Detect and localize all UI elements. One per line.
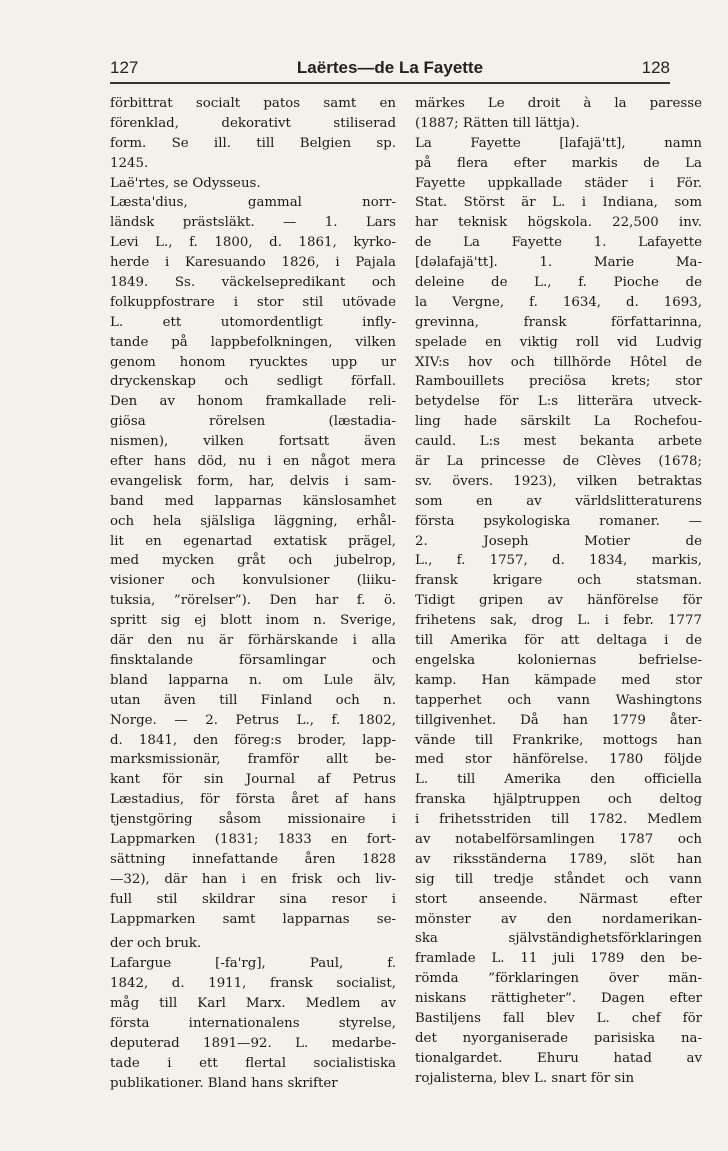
text-line: förbittrat socialt patos samt en	[110, 96, 396, 111]
text-line: Laë'rtes, se Odysseus.	[110, 175, 261, 191]
text-line: Den av honom framkallade reli-	[110, 394, 396, 410]
text-line: ska självständighetsförklaringen	[415, 931, 702, 947]
text-line: tuksia, ”rörelser”). Den har f. ö.	[110, 593, 396, 609]
text-line: band med lapparnas känslosamhet	[110, 493, 396, 509]
text-line: tade i ett flertal socialistiska	[110, 1055, 396, 1071]
text-line: det nyorganiserade parisiska na-	[415, 1030, 702, 1046]
text-line: tapperhet och vann Washingtons	[415, 692, 702, 708]
text-line: med stor hänförelse. 1780 följde	[415, 752, 702, 768]
text-line: kamp. Han kämpade med stor	[415, 672, 702, 688]
text-line: i frihetsstriden till 1782. Medlem	[415, 812, 702, 828]
text-line: på flera efter markis de La	[415, 155, 702, 171]
page-number-right: 128	[641, 58, 670, 77]
text-line: tionalgardet. Ehuru hatad av	[415, 1050, 702, 1066]
text-line: Tidigt gripen av hänförelse för	[415, 593, 702, 609]
text-line: spritt sig ej blott inom n. Sverige,	[110, 613, 396, 629]
text-line: som en av världslitteraturens	[415, 493, 702, 509]
text-line: förenklad, dekorativt stiliserad	[110, 115, 396, 131]
text-line: nismen), vilken fortsatt även	[110, 434, 396, 450]
text-line: Fayette uppkallade städer i För.	[415, 175, 702, 191]
text-line: (1887; Rätten till lättja).	[415, 115, 580, 131]
text-line: d. 1841, den föreg:s broder, lapp-	[110, 732, 396, 748]
text-line: Læsta'dius, gammal norr-	[110, 195, 396, 211]
text-line: form. Se ill. till Belgien sp.	[110, 135, 396, 151]
text-line: 1842, d. 1911, fransk socialist,	[110, 976, 396, 992]
header-rule	[110, 82, 670, 84]
text-line: Levi L., f. 1800, d. 1861, kyrko-	[110, 235, 396, 251]
text-line: fransk krigare och statsman.	[415, 573, 702, 589]
text-line: folkuppfostrare i stor stil utövade	[110, 294, 396, 310]
text-line: finsktalande församlingar och	[110, 652, 396, 668]
text-line: märkes Le droit à la paresse	[415, 96, 702, 111]
text-line: av notabelförsamlingen 1787 och	[415, 831, 702, 847]
text-line: rojalisterna, blev L. snart för sin	[415, 1070, 635, 1086]
text-line: spelade en viktig roll vid Ludvig	[415, 334, 702, 350]
text-line: frihetens sak, drog L. i febr. 1777	[415, 613, 702, 629]
text-line: 2. Joseph Motier de	[415, 533, 702, 549]
text-line: XIV:s hov och tillhörde Hôtel de	[415, 354, 702, 370]
page-header	[110, 54, 670, 82]
text-line: Stat. Störst är L. i Indiana, som	[415, 195, 702, 211]
text-line: betydelse för L:s litterära utveck-	[415, 394, 702, 410]
text-line: Læstadius, för första året af hans	[110, 792, 396, 808]
text-line: La Fayette [lafajä'tt], namn	[415, 135, 702, 151]
text-line: genom honom ryucktes upp ur	[110, 354, 396, 370]
text-line: dryckenskap och sedligt förfall.	[110, 374, 396, 390]
left-column	[110, 94, 396, 1094]
text-line: där den nu är förhärskande i alla	[110, 633, 396, 649]
text-line: L. ett utomordentligt infly-	[110, 314, 396, 330]
text-line: sig till tredje ståndet och vann	[415, 871, 702, 887]
text-line: deputerad 1891—92. L. medarbe-	[110, 1035, 396, 1051]
text-line: grevinna, fransk författarinna,	[415, 314, 702, 330]
text-line: der och bruk.	[110, 936, 202, 952]
text-line: är La princesse de Clèves (1678;	[415, 454, 702, 470]
text-line: bland lapparna n. om Lule älv,	[110, 672, 396, 688]
text-line: måg till Karl Marx. Medlem av	[110, 996, 396, 1012]
text-line: franska hjälptruppen och deltog	[415, 792, 702, 808]
text-line: första internationalens styrelse,	[110, 1015, 396, 1031]
text-line: ling hade särskilt La Rochefou-	[415, 414, 702, 430]
text-line: 1849. Ss. väckelsepredikant och	[110, 275, 396, 291]
text-line: tjenstgöring såsom missionaire i	[110, 812, 396, 828]
text-line: 1245.	[110, 155, 149, 171]
text-line: [dəlafajä'tt]. 1. Marie Ma-	[415, 255, 702, 271]
page-title: Laërtes—de La Fayette	[296, 58, 484, 77]
right-column	[415, 94, 702, 1089]
text-line: stort anseende. Närmast efter	[415, 891, 702, 907]
text-line: full stil skildrar sina resor i	[110, 891, 396, 907]
text-line: Lafargue [-fa'rg], Paul, f.	[110, 956, 396, 972]
text-line: —32), där han i en frisk och liv-	[110, 871, 396, 887]
text-line: lit en egenartad extatisk prägel,	[110, 533, 396, 549]
text-line: niskans rättigheter”. Dagen efter	[415, 991, 702, 1007]
text-line: visioner och konvulsioner (liiku-	[110, 573, 396, 589]
text-line: sv. övers. 1923), vilken betraktas	[415, 473, 702, 489]
text-line: kant för sin Journal af Petrus	[110, 772, 396, 788]
text-line: cauld. L:s mest bekanta arbete	[415, 434, 702, 450]
text-line: L. till Amerika den officiella	[415, 772, 702, 788]
text-line: första psykologiska romaner. —	[415, 513, 702, 529]
text-line: marksmissionär, framför allt be-	[110, 752, 396, 768]
text-line: tillgivenhet. Då han 1779 åter-	[415, 712, 702, 728]
text-line: efter hans död, nu i en något mera	[110, 454, 396, 470]
text-line: tande på lappbefolkningen, vilken	[110, 334, 396, 350]
text-line: L., f. 1757, d. 1834, markis,	[415, 553, 702, 569]
text-line: Lappmarken samt lapparnas se-	[110, 911, 396, 927]
text-line: giösa rörelsen (læstadia-	[110, 414, 396, 430]
text-line: har teknisk högskola. 22,500 inv.	[415, 215, 702, 231]
text-line: la Vergne, f. 1634, d. 1693,	[415, 294, 702, 310]
text-line: med mycken gråt och jubelrop,	[110, 553, 396, 569]
text-line: Bastiljens fall blev L. chef för	[415, 1010, 702, 1026]
text-line: publikationer. Bland hans skrifter	[110, 1075, 338, 1091]
text-line: sättning innefattande åren 1828	[110, 851, 396, 867]
text-line: vände till Frankrike, mottogs han	[415, 732, 702, 748]
text-line: framlade L. 11 juli 1789 den be-	[415, 951, 702, 967]
text-line: evangelisk form, har, delvis i sam-	[110, 473, 396, 489]
text-line: till Amerika för att deltaga i de	[415, 633, 702, 649]
text-line: engelska koloniernas befrielse-	[415, 652, 702, 668]
text-line: römda ”förklaringen över män-	[415, 971, 702, 987]
text-line: herde i Karesuando 1826, i Pajala	[110, 255, 396, 271]
text-line: deleine de L., f. Pioche de	[415, 275, 702, 291]
text-line: och hela själsliga läggning, erhål-	[110, 513, 396, 529]
text-line: utan även till Finland och n.	[110, 692, 396, 708]
text-line: ländsk prästsläkt. — 1. Lars	[110, 215, 396, 231]
text-line: de La Fayette 1. Lafayette	[415, 235, 702, 251]
text-line: av riksständerna 1789, slöt han	[415, 851, 702, 867]
page-number-left: 127	[110, 58, 139, 77]
text-line: Norge. — 2. Petrus L., f. 1802,	[110, 712, 396, 728]
text-line: mönster av den nordamerikan-	[415, 911, 702, 927]
text-line: Lappmarken (1831; 1833 en fort-	[110, 831, 396, 847]
text-line: Rambouillets preciösa krets; stor	[415, 374, 702, 390]
